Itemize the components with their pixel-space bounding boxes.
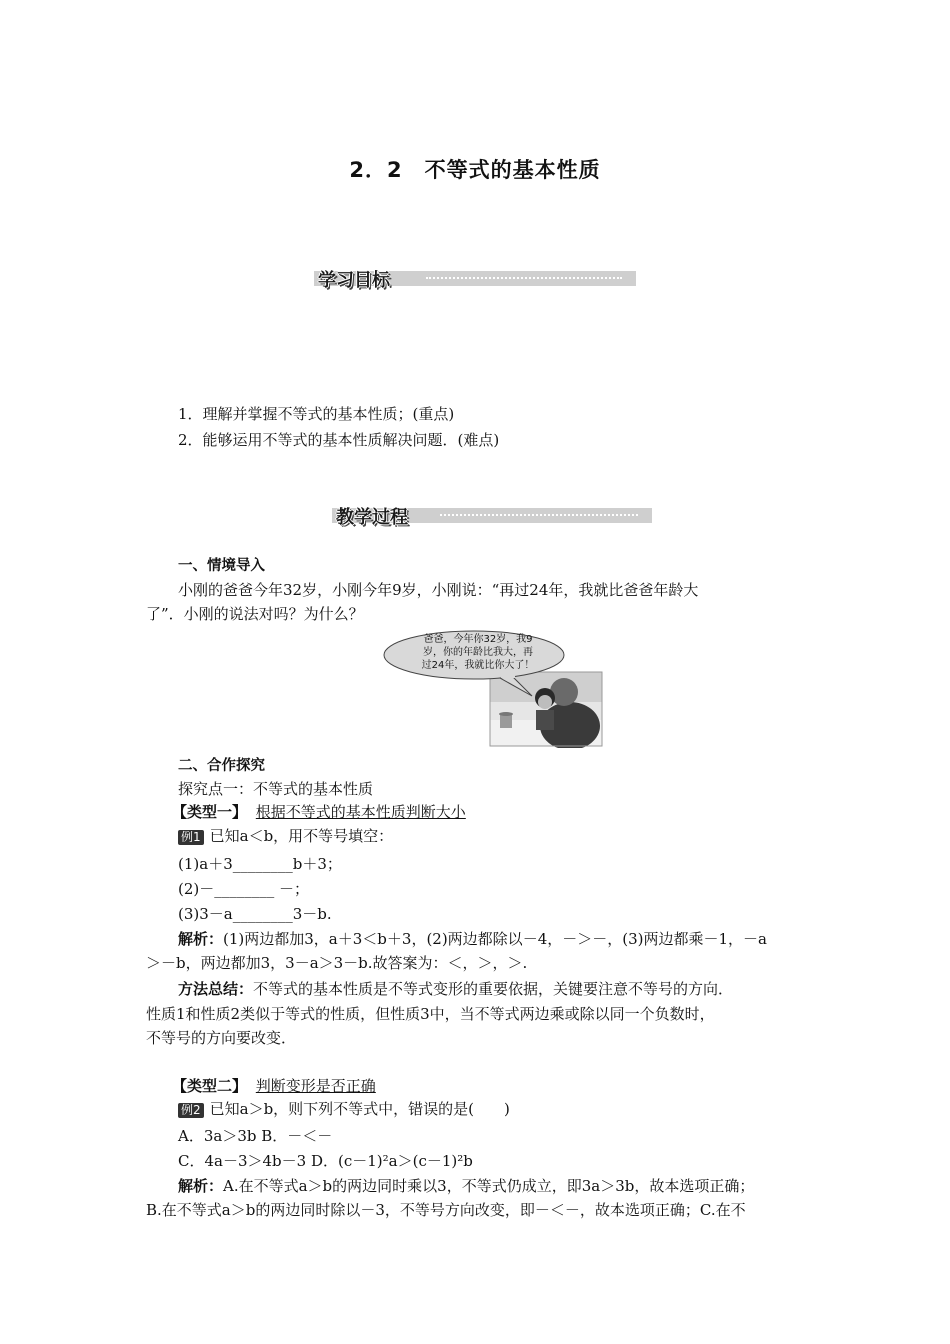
method-line1: 方法总结：不等式的基本性质是不等式变形的重要依据，关键要注意不等号的方向． bbox=[178, 980, 734, 998]
analysis1-line2: ＞－b，两边都加3，3－a＞3－b.故答案为：＜，＞，＞. bbox=[146, 954, 528, 972]
explore-point: 探究点一：不等式的基本性质 bbox=[178, 780, 374, 798]
method-label: 方法总结： bbox=[178, 980, 254, 998]
example2-option-row1: A．3a＞3b B．－＜－ bbox=[178, 1127, 333, 1145]
speech-bubble-text: 爸爸，今年你32岁，我9 岁，你的年龄比我大，再 过24年，我就比你大了！ bbox=[421, 634, 535, 671]
example2-badge: 例2 bbox=[178, 1103, 204, 1118]
example1-badge: 例1 bbox=[178, 830, 204, 845]
intro-paragraph-line1: 小刚的爸爸今年32岁，小刚今年9岁，小刚说：“再过24年，我就比爸爸年龄大 bbox=[178, 581, 699, 599]
method-line3: 不等号的方向要改变． bbox=[146, 1029, 297, 1047]
type2-tag: 【类型二】 bbox=[172, 1077, 248, 1095]
example1-stem: 例1 已知a＜b，用不等号填空： bbox=[178, 826, 393, 846]
illustration bbox=[382, 630, 604, 748]
page-title: 2．2 不等式的基本性质 bbox=[349, 158, 601, 182]
type1-tag: 【类型一】 bbox=[172, 803, 248, 821]
type1-heading bbox=[172, 802, 466, 822]
objective-item: 2．能够运用不等式的基本性质解决问题．(难点) bbox=[178, 431, 500, 449]
example2-stem: 例2 已知a＞b，则下列不等式中，错误的是( ) bbox=[178, 1099, 510, 1119]
example1-item: (3)3－a________3－b. bbox=[178, 905, 332, 923]
analysis2-label: 解析： bbox=[178, 1177, 224, 1195]
analysis-label: 解析： bbox=[178, 930, 224, 948]
analysis1-line1: 解析：(1)两边都加3，a＋3＜b＋3，(2)两边都除以－4，－＞－，(3)两边都乘－1，－a bbox=[178, 930, 767, 948]
type1-title: 根据不等式的基本性质判断大小 bbox=[255, 803, 466, 821]
analysis2-line2: B.在不等式a＞b的两边同时除以－3，不等号方向改变，即－＜－，故本选项正确；C.在不 bbox=[146, 1201, 746, 1219]
example2-option-row2: C．4a－3＞4b－3 D．(c－1)²a＞(c－1)²b bbox=[178, 1152, 473, 1170]
objectives-banner bbox=[314, 266, 636, 291]
analysis2-line1: 解析：A.在不等式a＞b的两边同时乘以3，不等式仍成立，即3a＞3b，故本选项正确； bbox=[178, 1177, 755, 1195]
intro-paragraph-line2: 了”．小刚的说法对吗？为什么？ bbox=[146, 605, 364, 623]
example1-item: (2)－________ －； bbox=[178, 880, 310, 898]
method-line2: 性质1和性质2类似于等式的性质，但性质3中，当不等式两边乘或除以同一个负数时， bbox=[146, 1005, 715, 1023]
objectives-banner-label: 学习目标 bbox=[318, 270, 390, 291]
section-heading-intro: 一、情境导入 bbox=[178, 558, 265, 574]
process-banner bbox=[332, 503, 652, 528]
process-banner-label: 教学过程 bbox=[336, 507, 408, 528]
type2-heading bbox=[172, 1076, 376, 1096]
objective-item: 1．理解并掌握不等式的基本性质；(重点) bbox=[178, 405, 455, 423]
type2-title: 判断变形是否正确 bbox=[255, 1077, 376, 1095]
section-heading-explore: 二、合作探究 bbox=[178, 758, 265, 774]
example1-item: (1)a＋3________b＋3； bbox=[178, 855, 342, 873]
